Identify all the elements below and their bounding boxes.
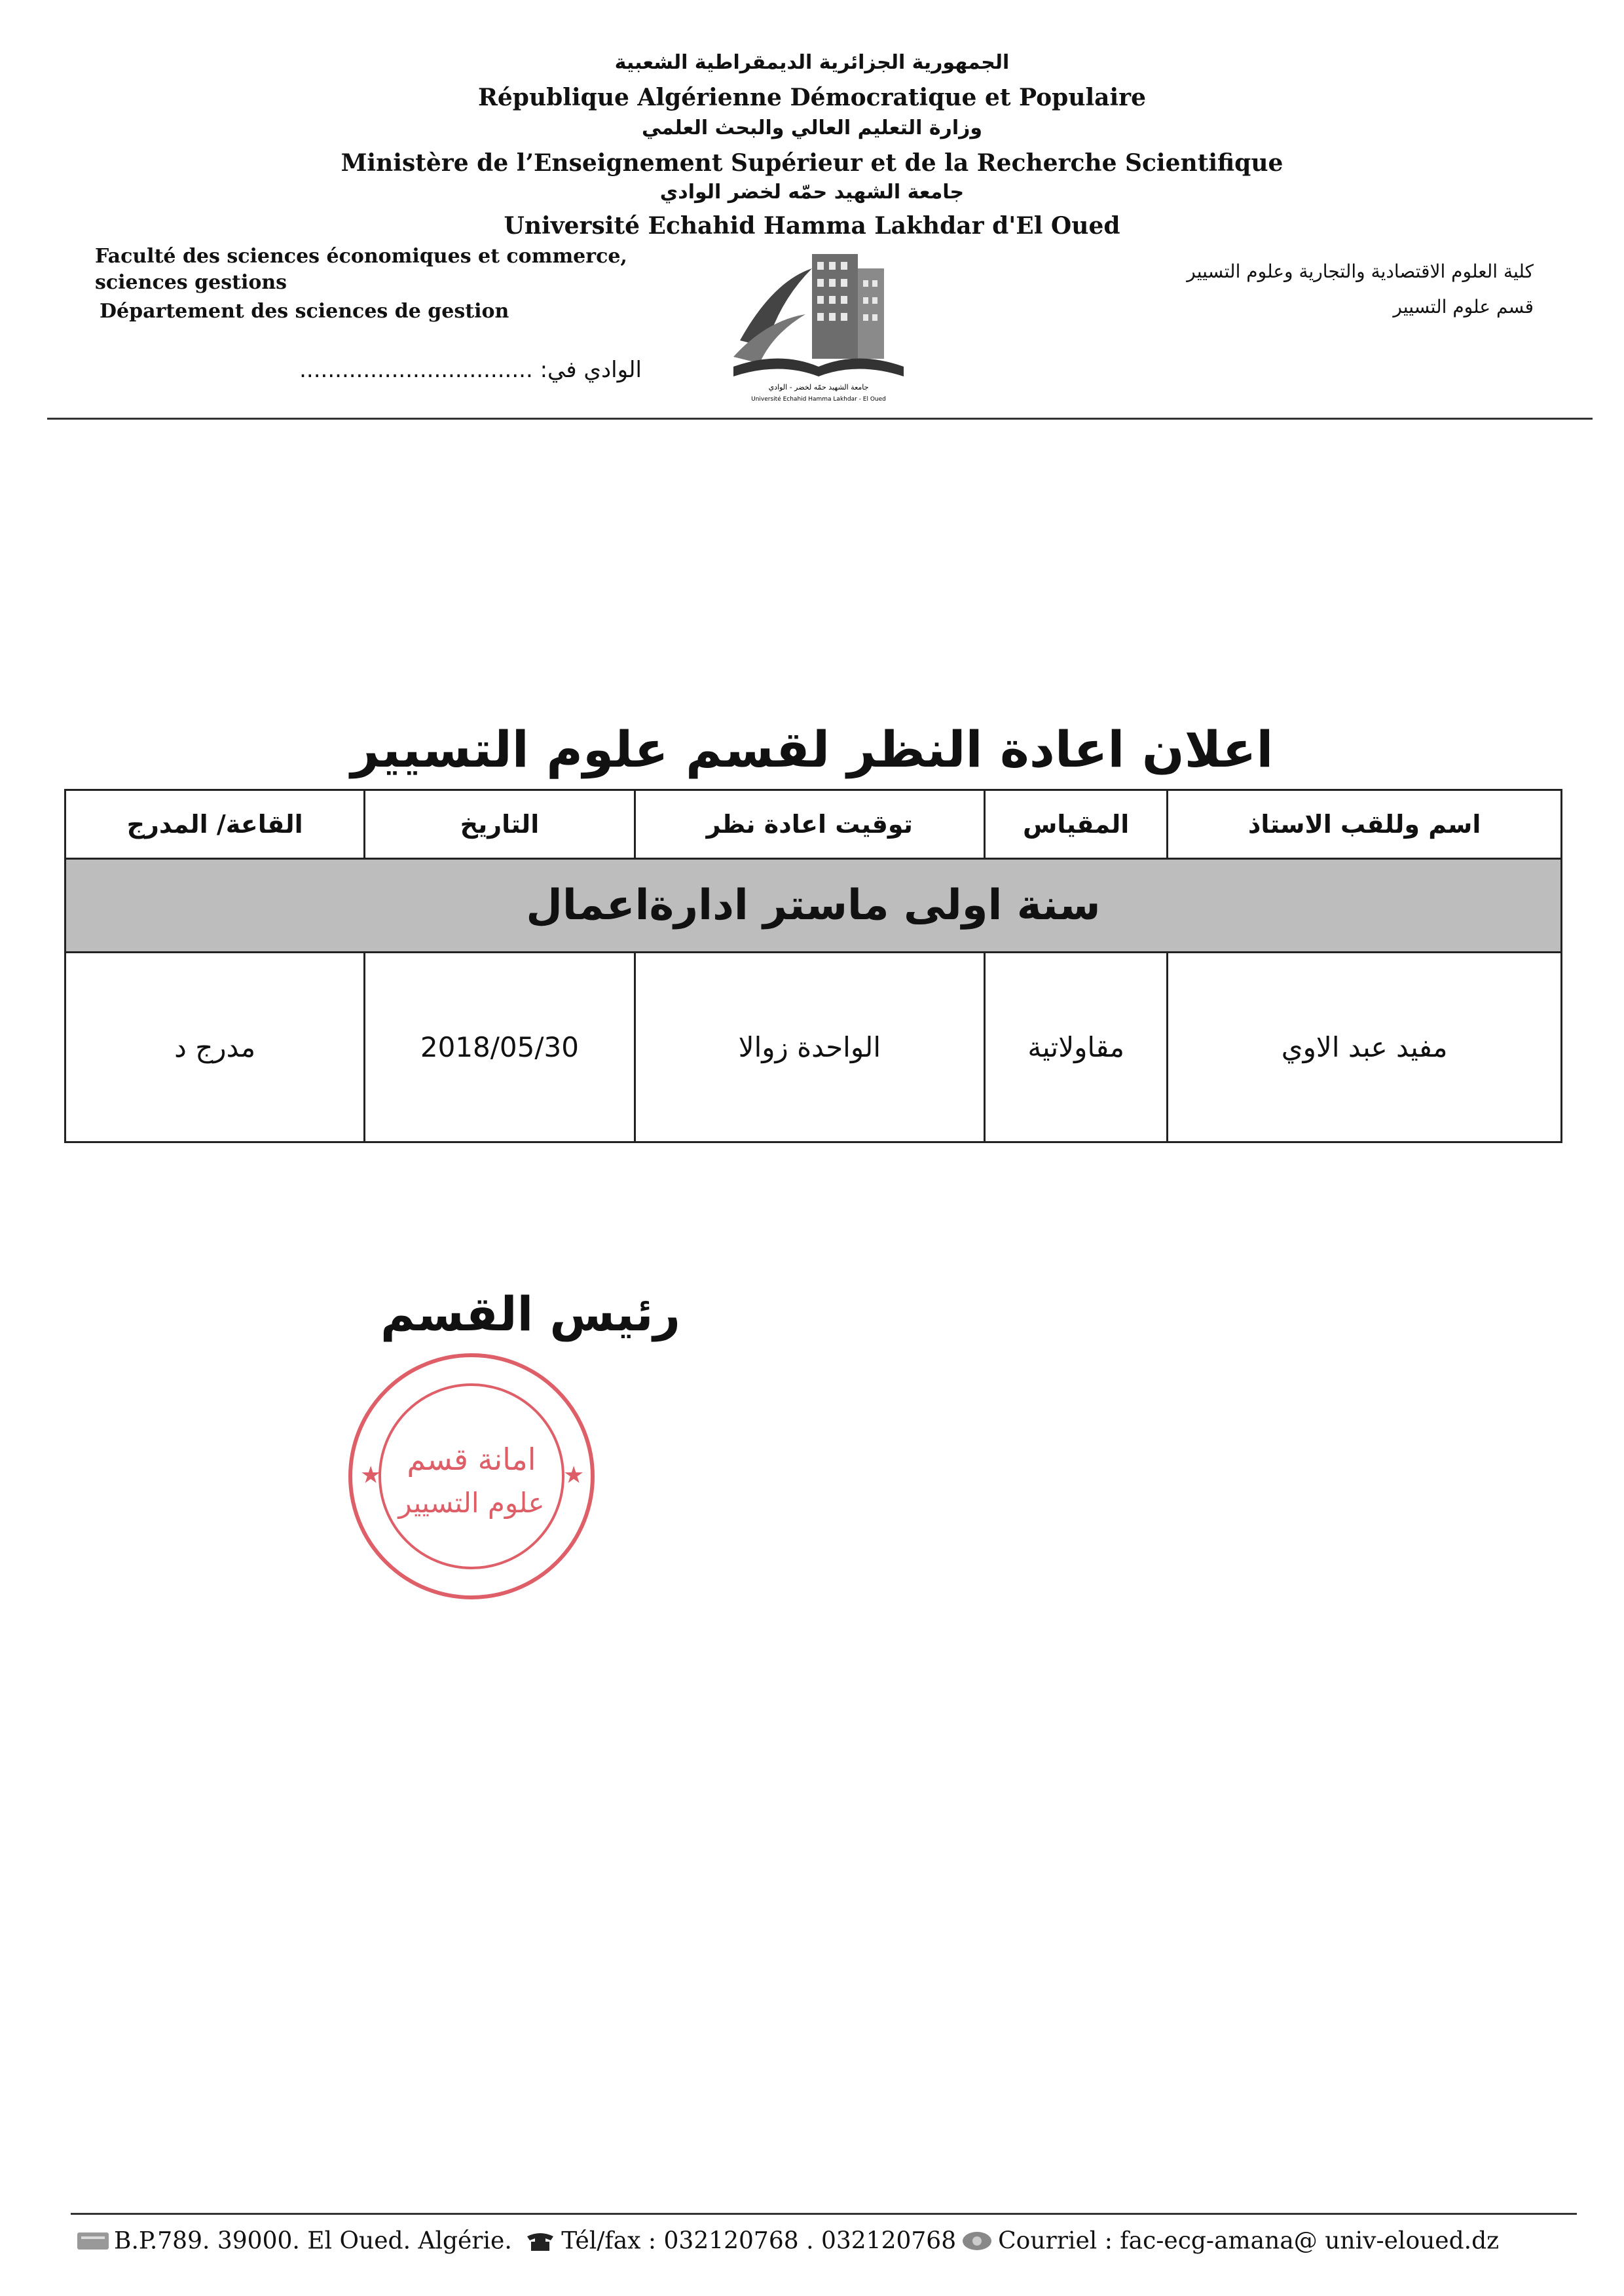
program-row [65,859,1562,953]
program-label: سنة اولى ماستر ادارةاعمال [65,859,1562,953]
header-module: المقياس [985,790,1168,859]
header-divider [47,418,1593,420]
footer-tel-fax: Tél/fax : 032120768 . 032120768 [561,2227,957,2255]
head-of-department-title: رئيس القسم [380,1286,680,1341]
logo-caption-ar: جامعة الشهيد حمّه لخضر - الوادي [768,383,869,392]
svg-text:★: ★ [563,1462,585,1489]
date-label: الوادي في: [540,357,642,383]
svg-text:★: ★ [360,1462,382,1489]
cell-professor: مفيد عبد الاوي [1168,953,1562,1142]
header-republic-fr: République Algérienne Démocratique et Populaire [477,84,1147,111]
footer [72,2226,1578,2255]
header-room: القاعة/ المدرج [65,790,365,859]
header-review-time: توقيت اعادة نظر [635,790,984,859]
review-schedule-table [64,789,1562,1143]
footer-address: B.P.789. 39000. El Oued. Algérie. [114,2227,512,2255]
table-header-row [65,790,1562,859]
announcement-title: اعلان اعادة النظر لقسم علوم التسيير [350,720,1274,778]
department-name-ar: قسم علوم التسيير [1393,296,1534,318]
header-professor: اسم وللقب الاستاذ [1168,790,1562,859]
faculty-name-fr: Faculté des sciences économiques et commerce, sciences gestions [95,245,627,294]
cell-room: مدرج د [65,953,365,1142]
header-republic-ar: الجمهورية الجزائرية الديمقراطية الشعبية [614,51,1010,74]
date-placeholder: ................................. [299,357,533,383]
header-ministry-fr: Ministère de l’Enseignement Supérieur et de la Recherche Scientifique [341,149,1283,177]
stamp-line2: علوم التسيير [398,1487,545,1519]
stamp-line1: امانة قسم [407,1442,536,1477]
logo-caption-fr: Université Echahid Hamma Lakhdar - El Oued [751,396,886,403]
date-line [210,357,642,383]
cell-date: 2018/05/30 [365,953,635,1142]
phone-icon [523,2230,557,2252]
department-name-fr: Département des sciences de gestion [100,300,509,323]
department-stamp-icon [341,1345,602,1607]
faculty-name-ar: كلية العلوم الاقتصادية والتجارية وعلوم التسيير [1187,261,1534,282]
cell-review-time: الواحدة زوالا [635,953,984,1142]
footer-email: Courriel : fac-ecg-amana@ univ-eloued.dz [998,2227,1500,2255]
header-ministry-ar: وزارة التعليم العالي والبحث العلمي [641,117,983,139]
header-university-ar: جامعة الشهيد حمّه لخضر الوادي [659,181,965,204]
email-icon [960,2230,994,2252]
header-university-fr: Université Echahid Hamma Lakhdar d'El Oued [504,212,1120,240]
footer-divider [71,2213,1577,2215]
cell-module: مقاولاتية [985,953,1168,1142]
header-date: التاريخ [365,790,635,859]
university-logo-icon [727,242,910,406]
table-row [65,953,1562,1142]
mail-box-icon [76,2230,110,2252]
